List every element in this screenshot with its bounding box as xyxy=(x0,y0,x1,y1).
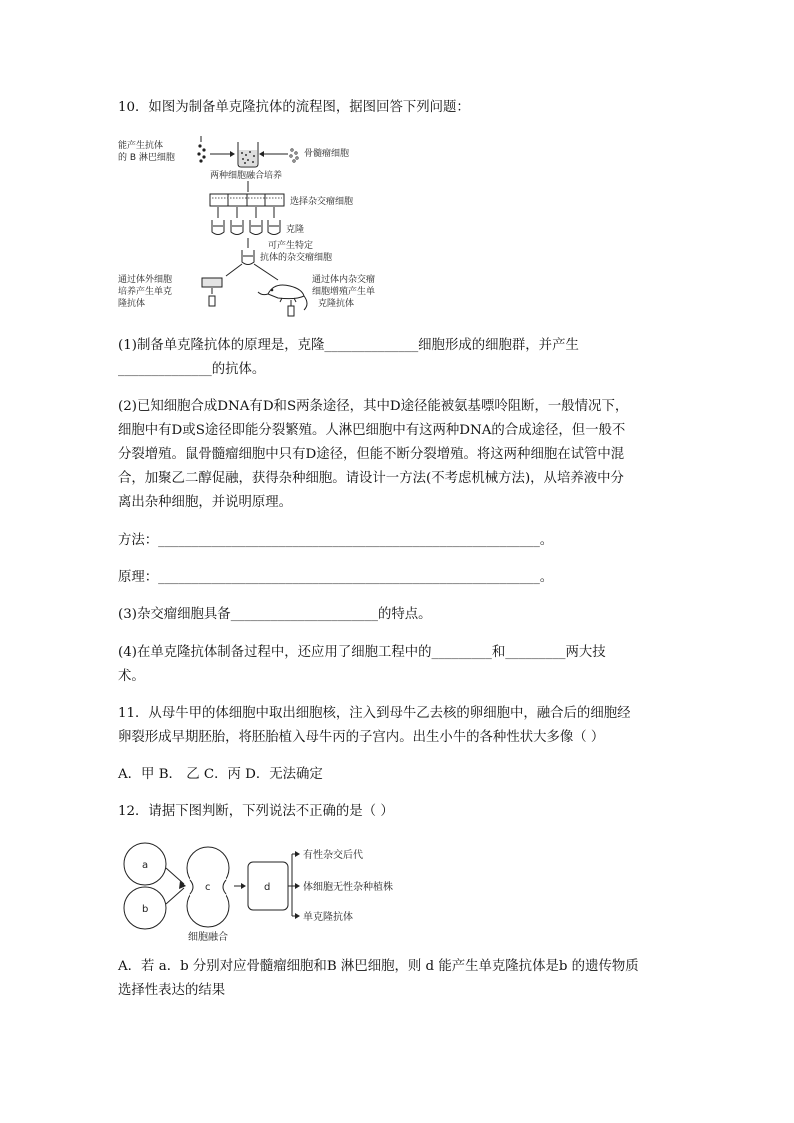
fig1-hybrid-label-1: 可产生特定 xyxy=(268,241,314,251)
fig1-myeloma-label: 骨髓瘤细胞 xyxy=(304,149,350,159)
q10-part1-line2: ______________的抗体。 xyxy=(118,362,266,377)
cell-c-label: c xyxy=(205,882,211,893)
fig1-fusion-label: 两种细胞融合培养 xyxy=(210,171,283,181)
fig1-clone-label: 克隆 xyxy=(286,225,305,235)
fig1-invivo-label-1: 通过体内杂交瘤 xyxy=(312,275,376,285)
cell-fusion-figure xyxy=(118,840,438,946)
q10-part2-line2: 细胞中有D或S途径即能分裂繁殖。人淋巴细胞中有这两种DNA的合成途径，但一般不 xyxy=(118,423,626,438)
fig1-invitro-label-3: 隆抗体 xyxy=(118,299,146,309)
hybridoma-tube-icon xyxy=(242,250,254,265)
q10-part2-line3: 分裂增殖。鼠骨髓瘤细胞中只有D途径，但能不断分裂增殖。将这两种细胞在试管中混 xyxy=(118,447,625,462)
output-sexual-offspring: 有性杂交后代 xyxy=(303,850,363,861)
clone-tubes-icon xyxy=(212,220,280,235)
q10-part3: (3)杂交瘤细胞具备______________________的特点。 xyxy=(118,607,432,622)
q10-title: 10．如图为制备单克隆抗体的流程图，据图回答下列问题： xyxy=(118,100,470,115)
q10-part2-line5: 离出杂种细胞，并说明原理。 xyxy=(118,495,293,510)
output-somatic-hybrid-plant: 体细胞无性杂种植株 xyxy=(303,882,393,893)
myeloma-dots-icon xyxy=(290,149,298,162)
q10-part4-line1: (4)在单克隆抗体制备过程中，还应用了细胞工程中的_________和_________两大技 xyxy=(118,645,606,660)
fusion-caption: 细胞融合 xyxy=(188,932,228,943)
fusion-beaker-icon xyxy=(238,142,258,167)
cell-b-label: b xyxy=(142,904,149,915)
mouse-icon xyxy=(258,285,307,310)
q10-part1-line1: (1)制备单克隆抗体的原理是，克隆______________细胞形成的细胞群，并产生 xyxy=(118,338,579,353)
q10-method-line: 方法：_________________________________________________________。 xyxy=(118,533,554,548)
q11-options: A．甲 B． 乙 C．丙 D．无法确定 xyxy=(118,767,323,782)
product-d-label: d xyxy=(264,882,271,893)
output-monoclonal-antibody: 单克隆抗体 xyxy=(303,912,353,923)
selection-plate-icon xyxy=(210,194,284,206)
cell-a-label: a xyxy=(142,860,149,871)
monoclonal-antibody-flow-figure xyxy=(118,134,408,320)
q10-part4-line2: 术。 xyxy=(118,669,145,684)
fig1-invitro-label-1: 通过体外细胞 xyxy=(118,275,173,285)
q11-line1: 11．从母牛甲的体细胞中取出细胞核，注入到母牛乙去核的卵细胞中，融合后的细胞经 xyxy=(118,706,631,721)
q10-part2-line4: 合，加聚乙二醇促融，获得杂种细胞。请设计一方法(不考虑机械方法)，从培养液中分 xyxy=(118,471,624,486)
q10-part2-line1: (2)已知细胞合成DNA有D和S两条途径，其中D途径能被氨基嘌呤阻断，一般情况下， xyxy=(118,399,629,414)
q12-option-a-line2: 选择性表达的结果 xyxy=(118,983,226,998)
fig1-invivo-label-2: 细胞增殖产生单 xyxy=(312,287,376,297)
fig1-select-label: 选择杂交瘤细胞 xyxy=(290,197,354,207)
fig1-invitro-label-2: 培养产生单克 xyxy=(118,287,173,297)
q12-option-a-line1: A．若 a．b 分别对应骨髓瘤细胞和B 淋巴细胞，则 d 能产生单克隆抗体是b 的遗传物质 xyxy=(118,959,639,974)
fig1-b-cell-label-2: 的 B 淋巴细胞 xyxy=(118,153,175,163)
fig1-b-cell-label-1: 能产生抗体 xyxy=(118,141,164,151)
b-cell-dots-icon xyxy=(197,144,205,162)
q11-line2: 卵裂形成早期胚胎，将胚胎植入母牛丙的子宫内。出生小牛的各种性状大多像（ ） xyxy=(118,730,605,745)
antibody-vial-icon xyxy=(288,300,294,316)
culture-flask-icon xyxy=(202,278,222,306)
q12-title: 12．请据下图判断，下列说法不正确的是（ ） xyxy=(118,804,394,819)
fig1-invivo-label-3: 克隆抗体 xyxy=(318,299,355,309)
q10-principle-line: 原理：_________________________________________________________。 xyxy=(118,570,554,585)
fig1-hybrid-label-2: 抗体的杂交瘤细胞 xyxy=(260,253,333,263)
